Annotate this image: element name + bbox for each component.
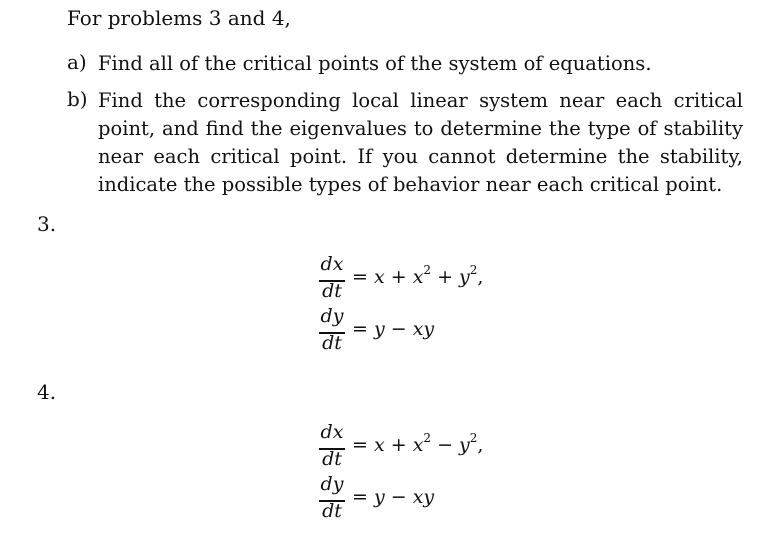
equation-rhs: = y − xy [352, 318, 435, 340]
equation-rhs: = y − xy [352, 486, 435, 508]
equation-rhs: = $x + x^2 - y^2$, [352, 431, 484, 456]
fraction-denominator: dt [322, 448, 342, 470]
fraction-numerator: dy [320, 473, 344, 495]
fraction-numerator: dy [320, 305, 344, 327]
fraction-denominator: dt [322, 500, 342, 522]
fraction-numerator: dx [320, 421, 344, 443]
task-marker: a) [67, 50, 87, 74]
intro-text: For problems 3 and 4, [67, 6, 291, 30]
equation-rhs: = $x + x^2 + y^2$, [352, 263, 484, 288]
fraction-denominator: dt [322, 332, 342, 354]
problem-number: 4. [37, 380, 57, 404]
fraction-numerator: dx [320, 253, 344, 275]
task-text: Find all of the critical points of the system of equations. [98, 52, 652, 75]
fraction-denominator: dt [322, 280, 342, 302]
task-marker: b) [67, 87, 88, 111]
task-text: Find the corresponding local linear system near each critical point, and find the eigenvalues to determine the type of stability near each critical point. If you cannot determine the stability, indicate the possible types of behavior near each critical point. [98, 89, 743, 196]
problem-number: 3. [37, 212, 57, 236]
